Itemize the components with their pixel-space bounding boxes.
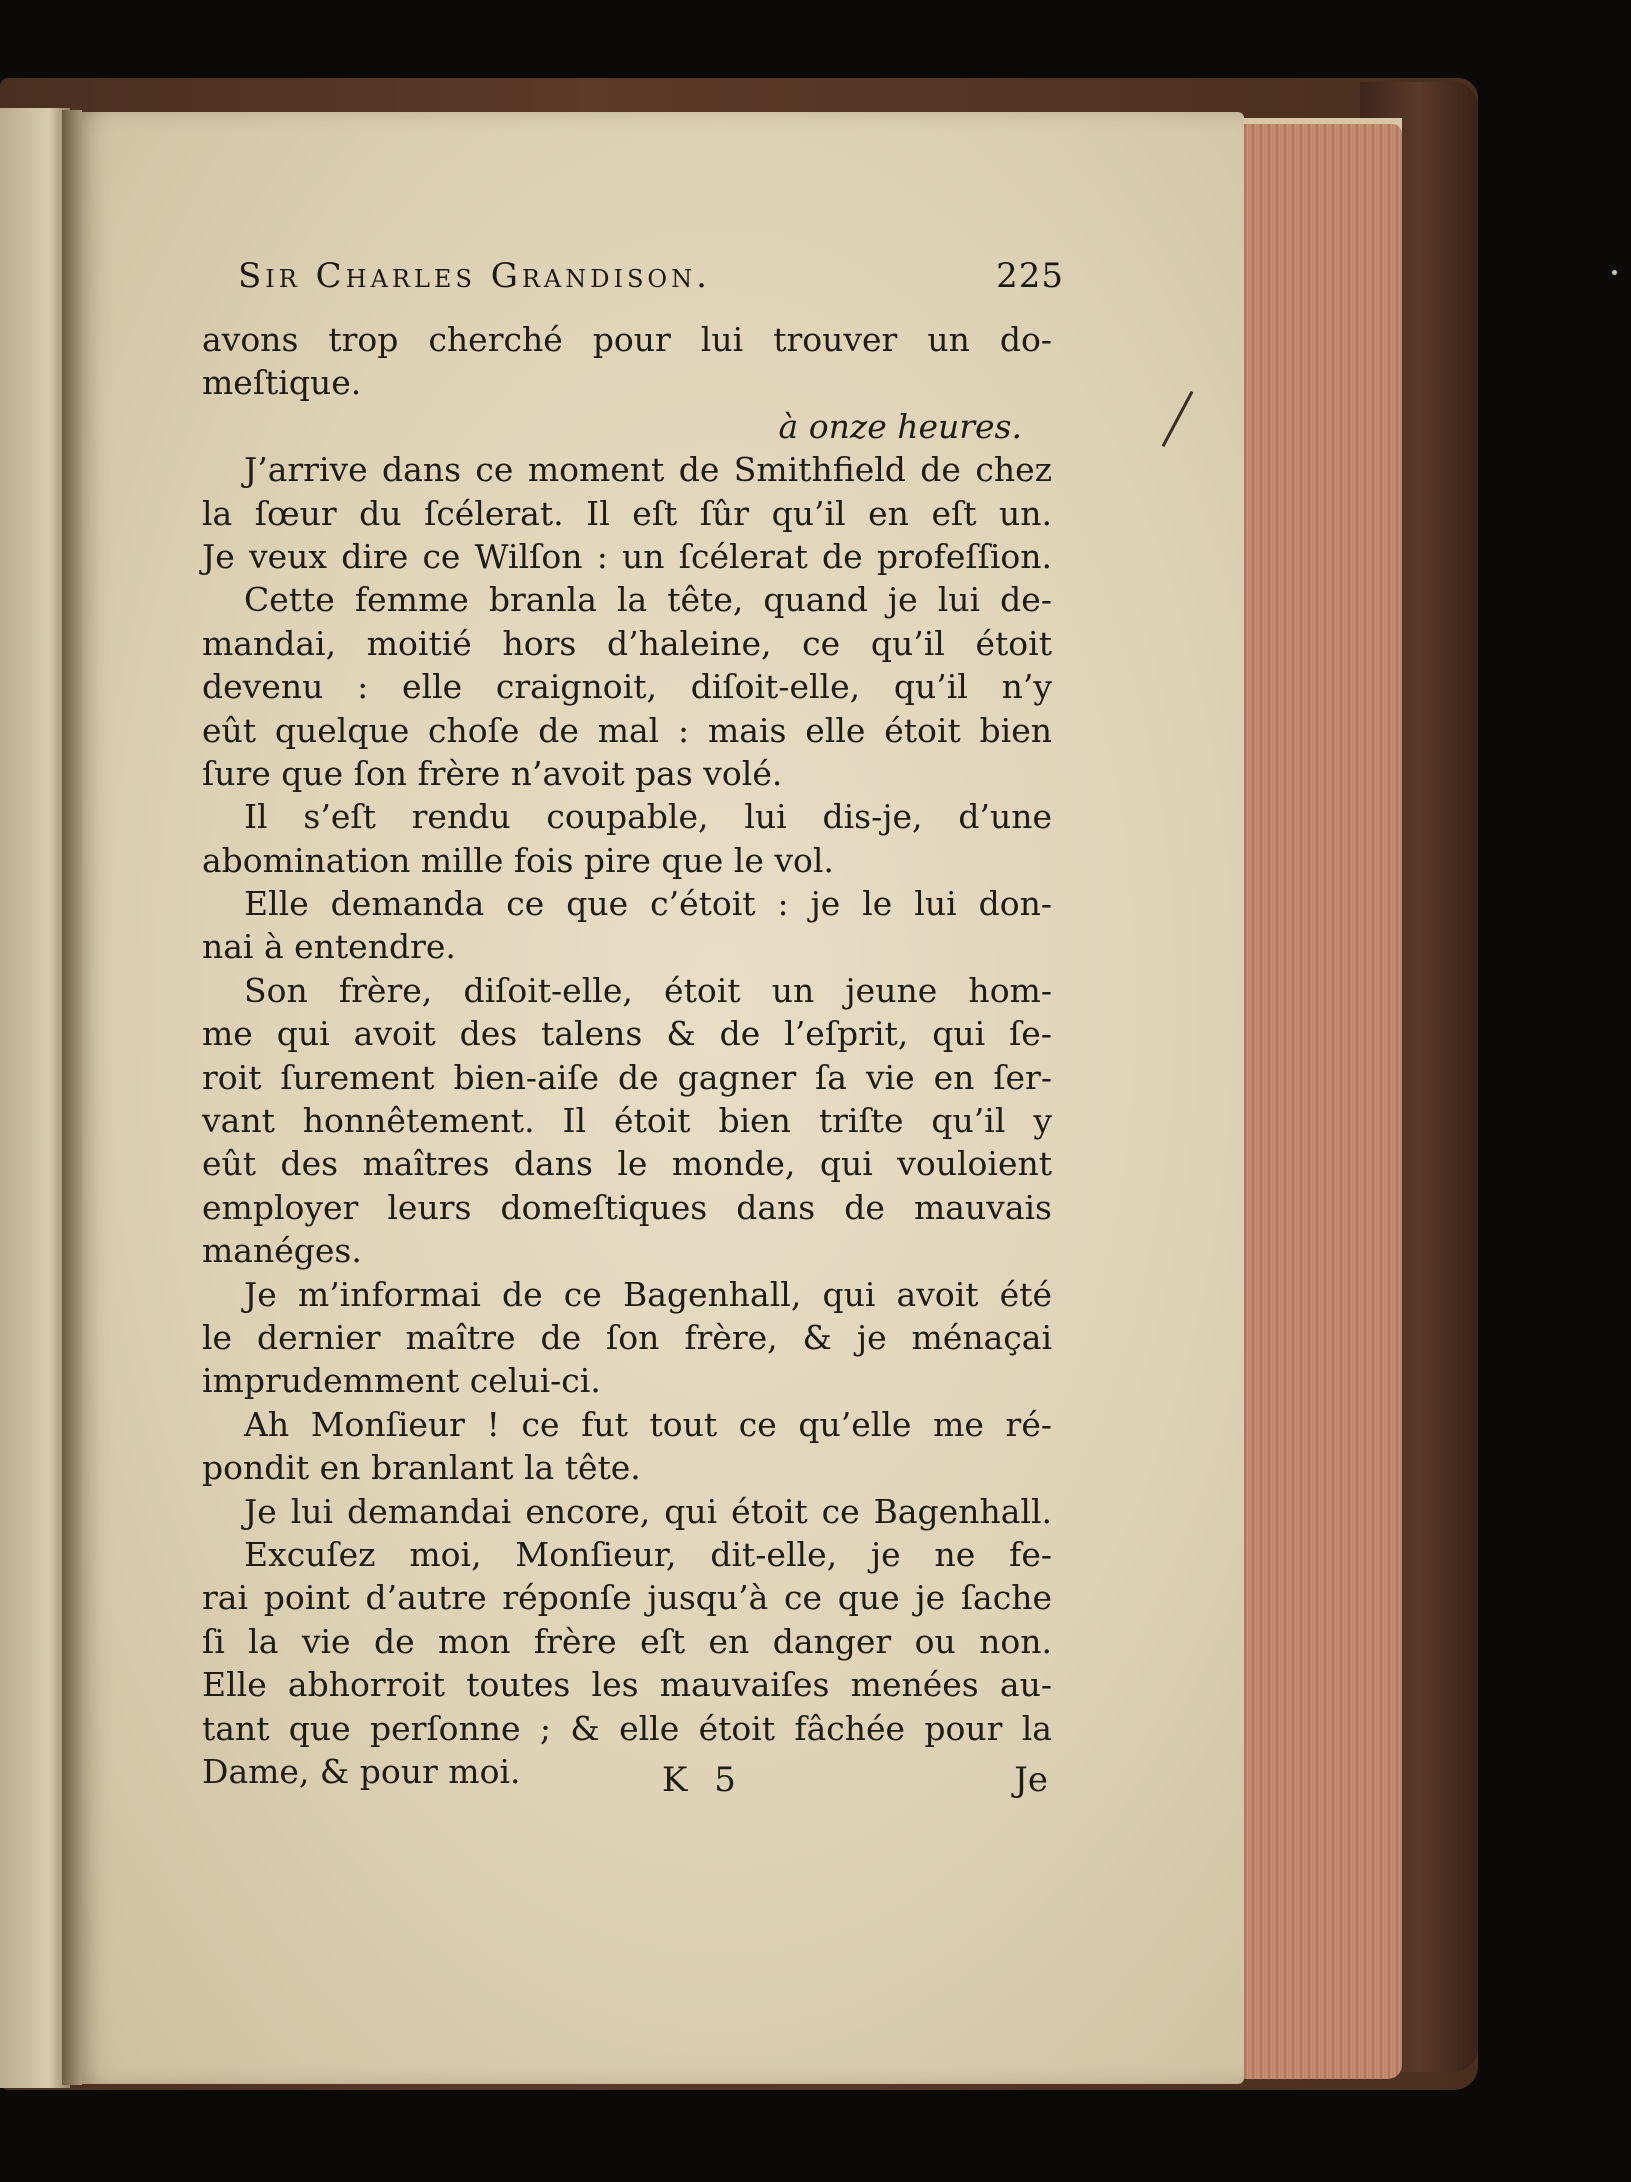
text-line: J’arrive dans ce moment de Smithfield de chez bbox=[244, 450, 1052, 490]
text-line: Son frère, diſoit-elle, étoit un jeune hom- bbox=[244, 970, 1052, 1010]
text-line: pondit en branlant la tête. bbox=[202, 1448, 641, 1488]
catchword: Je bbox=[1014, 1760, 1048, 1800]
page-edges bbox=[1232, 124, 1402, 2079]
body-text bbox=[202, 318, 1052, 1793]
text-line: rai point d’autre réponſe jusqu’à ce que je ſache bbox=[202, 1578, 1052, 1618]
text-line: la ſœur du ſcélerat. Il eſt ſûr qu’il en eſt un. bbox=[202, 493, 1052, 533]
text-line: eût quelque choſe de mal : mais elle étoit bien bbox=[202, 710, 1052, 750]
text-line: Je lui demandai encore, qui étoit ce Bagenhall. bbox=[244, 1491, 1052, 1531]
text-line: ſure que ſon frère n’avoit pas volé. bbox=[202, 753, 783, 793]
text-line: Je veux dire ce Wilſon : un ſcélerat de profeſſion. bbox=[202, 536, 1052, 576]
text-line: nai à entendre. bbox=[202, 927, 456, 967]
text-line: Je m’informai de ce Bagenhall, qui avoit été bbox=[244, 1274, 1052, 1314]
page-gutter bbox=[62, 110, 82, 2085]
text-line: imprudemment celui-ci. bbox=[202, 1361, 601, 1401]
text-line: Dame, & pour moi. bbox=[202, 1751, 521, 1791]
page-number: 225 bbox=[996, 256, 1064, 296]
text-line: Elle abhorroit toutes les mauvaiſes menées au- bbox=[202, 1665, 1052, 1705]
running-head-title: Sir Charles Grandison. bbox=[238, 256, 711, 296]
text-line: abomination mille fois pire que le vol. bbox=[202, 840, 834, 880]
dust-speck bbox=[1612, 270, 1617, 275]
signature-mark: K 5 bbox=[662, 1760, 744, 1800]
text-line: roit ſurement bien-aiſe de gagner ſa vie en ſer- bbox=[202, 1057, 1052, 1097]
text-line: avons trop cherché pour lui trouver un do- bbox=[202, 320, 1052, 359]
text-line: tant que perſonne ; & elle étoit fâchée pour la bbox=[202, 1708, 1052, 1748]
text-line: ſi la vie de mon frère eſt en danger ou non. bbox=[202, 1621, 1052, 1661]
facing-page bbox=[0, 108, 70, 2088]
text-line: devenu : elle craignoit, diſoit-elle, qu’il n’y bbox=[202, 667, 1052, 707]
text-line: employer leurs domeſtiques dans de mauvais bbox=[202, 1187, 1052, 1227]
text-line: Ah Monſieur ! ce fut tout ce qu’elle me ré- bbox=[244, 1404, 1052, 1444]
text-line: Il s’eſt rendu coupable, lui dis-je, d’une bbox=[244, 797, 1052, 837]
text-line: me qui avoit des talens & de l’eſprit, qui ſe- bbox=[202, 1014, 1052, 1054]
text-line: eût des maîtres dans le monde, qui vouloient bbox=[202, 1144, 1052, 1184]
text-line: meſtique. bbox=[202, 363, 362, 403]
text-line: mandai, moitié hors d’haleine, ce qu’il étoit bbox=[202, 623, 1052, 663]
text-line: le dernier maître de ſon frère, & je ménaçai bbox=[202, 1317, 1052, 1357]
text-line: manéges. bbox=[202, 1231, 362, 1271]
text-line: Elle demanda ce que c’étoit : je le lui don- bbox=[244, 884, 1052, 924]
dateline: à onze heures. bbox=[778, 406, 1022, 446]
text-line: Cette femme branla la tête, quand je lui de- bbox=[244, 580, 1052, 620]
text-line: Excuſez moi, Monſieur, dit-elle, je ne fe- bbox=[244, 1534, 1052, 1574]
text-line: vant honnêtement. Il étoit bien triſte qu’il y bbox=[202, 1101, 1052, 1141]
running-head bbox=[238, 256, 1064, 302]
page-footer bbox=[202, 1760, 1052, 1810]
